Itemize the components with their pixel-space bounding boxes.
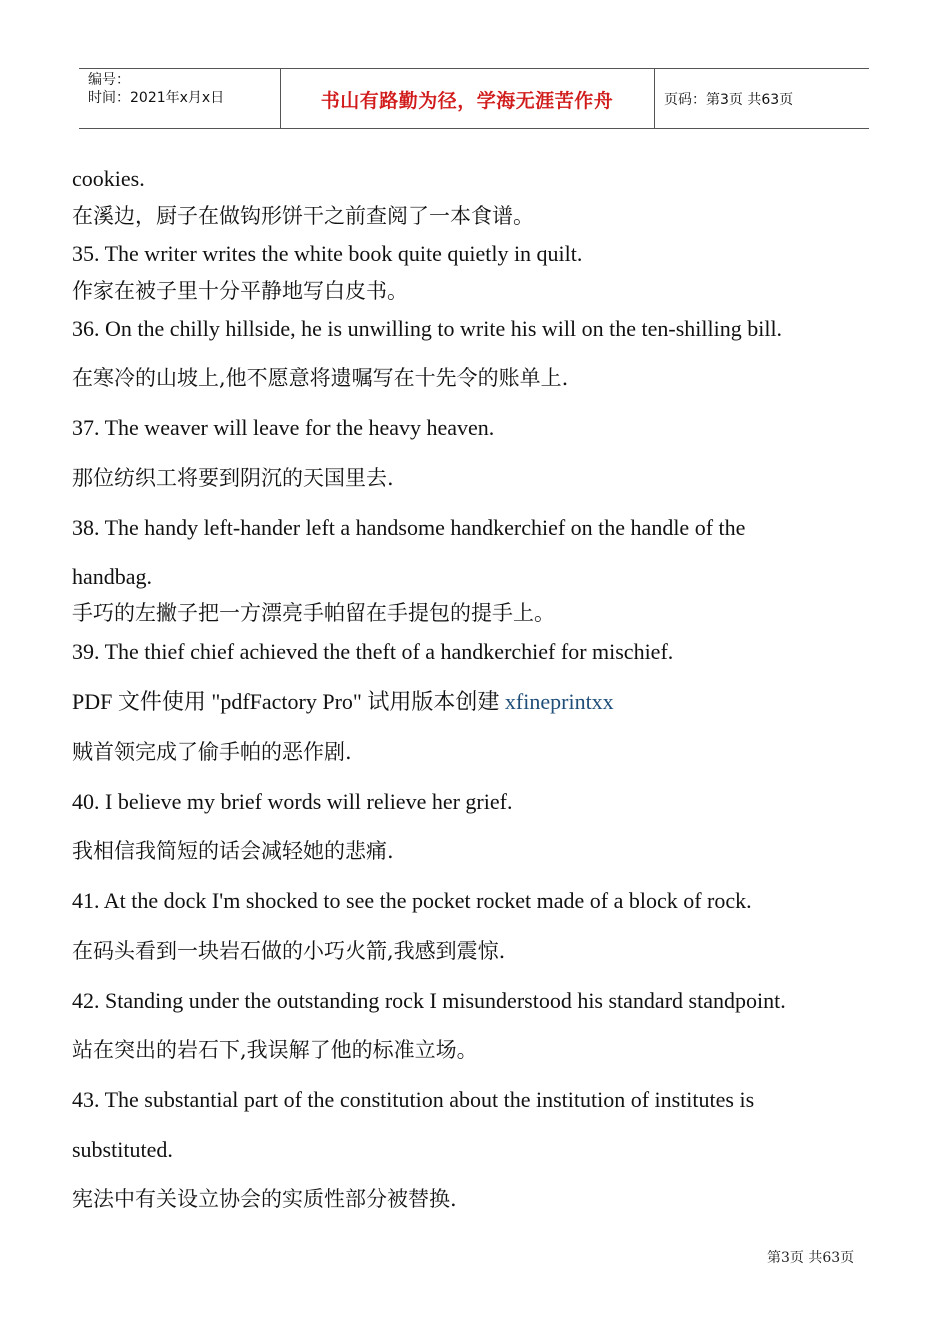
text-line: 39. The thief chief achieved the theft of a handkerchief for mischief.	[72, 639, 674, 664]
pdf-notice-line	[72, 687, 614, 717]
text-line: 在寒冷的山坡上,他不愿意将遗嘱写在十先令的账单上.	[72, 366, 569, 390]
text-line: 41. At the dock I'm shocked to see the pocket rocket made of a block of rock.	[72, 888, 752, 913]
text-line: substituted.	[72, 1137, 173, 1162]
text-line: 38. The handy left-hander left a handsome handkerchief on the handle of the	[72, 515, 746, 540]
watermark-link[interactable]: xfineprintxx	[504, 689, 614, 714]
text-line: 手巧的左撇子把一方漂亮手帕留在手提包的提手上。	[72, 601, 555, 625]
text-line: 37. The weaver will leave for the heavy heaven.	[72, 415, 495, 440]
text-line: 43. The substantial part of the constitution about the institution of institutes is	[72, 1087, 755, 1112]
page-header	[79, 68, 869, 129]
text-line: 作家在被子里十分平静地写白皮书。	[72, 279, 408, 303]
text-line: 35. The writer writes the white book quite quietly in quilt.	[72, 241, 583, 266]
header-motto: 书山有路勤为径，学海无涯苦作舟	[320, 89, 614, 112]
text-line: 36. On the chilly hillside, he is unwilling to write his will on the ten-shilling bill.	[72, 316, 783, 341]
text-line: 在码头看到一块岩石做的小巧火箭,我感到震惊.	[72, 939, 506, 963]
text-line: 宪法中有关设立协会的实质性部分被替换.	[72, 1187, 457, 1211]
text-line: 贼首领完成了偷手帕的恶作剧.	[72, 740, 352, 764]
page-footer: 第3页 共63页	[767, 1250, 855, 1266]
text-line: cookies.	[72, 166, 145, 191]
serial-label: 编号：	[88, 72, 130, 88]
header-page-info: 页码：第3页 共63页	[664, 92, 794, 108]
header-divider-right	[654, 69, 655, 128]
text-line: 我相信我简短的话会减轻她的悲痛.	[72, 839, 394, 863]
text-line: 站在突出的岩石下,我误解了他的标准立场。	[72, 1038, 478, 1062]
text-line: handbag.	[72, 564, 153, 589]
pdf-notice-text: PDF 文件使用 "pdfFactory Pro" 试用版本创建	[72, 689, 500, 714]
text-line: 在溪边，厨子在做钩形饼干之前查阅了一本食谱。	[72, 204, 534, 228]
text-line: 那位纺织工将要到阴沉的天国里去.	[72, 466, 394, 490]
time-label: 时间：2021年x月x日	[88, 90, 225, 106]
header-meta	[88, 71, 224, 107]
text-line: 40. I believe my brief words will relieve her grief.	[72, 789, 513, 814]
text-line: 42. Standing under the outstanding rock I misunderstood his standard standpoint.	[72, 988, 786, 1013]
